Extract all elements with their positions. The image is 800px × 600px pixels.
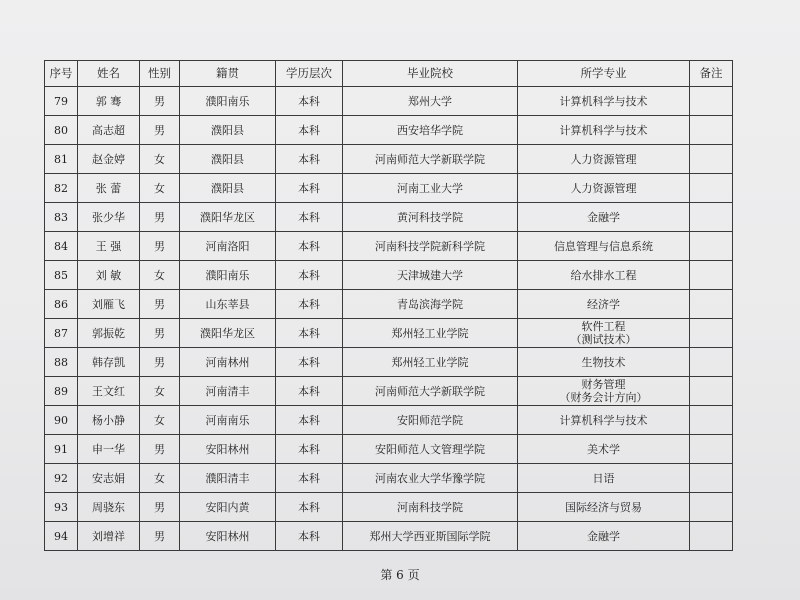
cell-native-place: 濮阳县 (180, 116, 276, 145)
cell-gender: 男 (140, 435, 180, 464)
cell-remark (690, 435, 733, 464)
cell-remark (690, 174, 733, 203)
cell-education-level: 本科 (276, 116, 343, 145)
cell-name: 王文红 (78, 377, 140, 406)
cell-name: 韩存凯 (78, 348, 140, 377)
major-line: 生物技术 (581, 355, 626, 369)
major-line: 金融学 (587, 210, 620, 224)
cell-name: 张少华 (78, 203, 140, 232)
header-cell: 毕业院校 (343, 61, 518, 87)
cell-gender: 女 (140, 261, 180, 290)
cell-serial-number: 93 (45, 493, 78, 522)
major-line: 软件工程 (581, 320, 626, 333)
cell-native-place: 河南林州 (180, 348, 276, 377)
table-row (45, 116, 733, 145)
cell-major (518, 145, 690, 174)
cell-serial-number: 89 (45, 377, 78, 406)
cell-gender: 女 (140, 377, 180, 406)
major-line: 计算机科学与技术 (559, 413, 648, 427)
table-row (45, 290, 733, 319)
cell-graduate-school: 安阳师范人文管理学院 (343, 435, 518, 464)
cell-major (518, 464, 690, 493)
table-row (45, 174, 733, 203)
cell-education-level: 本科 (276, 261, 343, 290)
table-row (45, 348, 733, 377)
cell-native-place: 濮阳县 (180, 174, 276, 203)
cell-native-place: 濮阳华龙区 (180, 203, 276, 232)
cell-gender: 男 (140, 493, 180, 522)
cell-name: 申一华 (78, 435, 140, 464)
header-cell: 备注 (690, 61, 733, 87)
cell-remark (690, 348, 733, 377)
cell-graduate-school: 安阳师范学院 (343, 406, 518, 435)
major-line: 信息管理与信息系统 (554, 239, 653, 253)
table-row (45, 145, 733, 174)
cell-gender: 男 (140, 290, 180, 319)
cell-name: 郭振乾 (78, 319, 140, 348)
header-cell: 序号 (45, 61, 78, 87)
cell-graduate-school: 黄河科技学院 (343, 203, 518, 232)
cell-major (518, 435, 690, 464)
cell-serial-number: 90 (45, 406, 78, 435)
cell-name: 赵金婷 (78, 145, 140, 174)
header-cell: 学历层次 (276, 61, 343, 87)
cell-education-level: 本科 (276, 174, 343, 203)
cell-native-place: 濮阳清丰 (180, 464, 276, 493)
personnel-table (44, 60, 733, 551)
cell-remark (690, 232, 733, 261)
cell-remark (690, 406, 733, 435)
cell-serial-number: 80 (45, 116, 78, 145)
cell-major (518, 319, 690, 348)
cell-education-level: 本科 (276, 87, 343, 116)
cell-education-level: 本科 (276, 377, 343, 406)
cell-graduate-school: 河南科技学院新科学院 (343, 232, 518, 261)
header-cell: 所学专业 (518, 61, 690, 87)
cell-name: 杨小静 (78, 406, 140, 435)
cell-native-place: 濮阳南乐 (180, 261, 276, 290)
cell-remark (690, 203, 733, 232)
cell-remark (690, 319, 733, 348)
cell-graduate-school: 西安培华学院 (343, 116, 518, 145)
cell-major (518, 522, 690, 551)
cell-gender: 男 (140, 116, 180, 145)
cell-graduate-school: 郑州轻工业学院 (343, 319, 518, 348)
cell-serial-number: 87 (45, 319, 78, 348)
cell-serial-number: 83 (45, 203, 78, 232)
cell-education-level: 本科 (276, 145, 343, 174)
cell-native-place: 安阳林州 (180, 522, 276, 551)
cell-graduate-school: 青岛滨海学院 (343, 290, 518, 319)
cell-native-place: 河南洛阳 (180, 232, 276, 261)
cell-remark (690, 87, 733, 116)
table-row (45, 232, 733, 261)
cell-name: 刘雁飞 (78, 290, 140, 319)
cell-serial-number: 81 (45, 145, 78, 174)
table-row (45, 203, 733, 232)
major-line: （测试技术） (570, 333, 637, 346)
cell-major (518, 406, 690, 435)
page-number: 第 6 页 (380, 568, 420, 582)
cell-major (518, 87, 690, 116)
cell-native-place: 濮阳南乐 (180, 87, 276, 116)
cell-remark (690, 377, 733, 406)
header-cell: 性别 (140, 61, 180, 87)
cell-serial-number: 84 (45, 232, 78, 261)
cell-education-level: 本科 (276, 348, 343, 377)
table-header-row (45, 61, 733, 87)
cell-gender: 男 (140, 203, 180, 232)
cell-remark (690, 145, 733, 174)
header-cell: 姓名 (78, 61, 140, 87)
cell-remark (690, 261, 733, 290)
major-line: 日语 (592, 471, 615, 485)
cell-native-place: 河南清丰 (180, 377, 276, 406)
cell-native-place: 河南南乐 (180, 406, 276, 435)
cell-serial-number: 92 (45, 464, 78, 493)
cell-name: 王 强 (78, 232, 140, 261)
cell-graduate-school: 河南农业大学华豫学院 (343, 464, 518, 493)
cell-education-level: 本科 (276, 406, 343, 435)
cell-gender: 女 (140, 406, 180, 435)
cell-name: 周骁东 (78, 493, 140, 522)
table-body (45, 87, 733, 551)
cell-native-place: 安阳内黄 (180, 493, 276, 522)
cell-education-level: 本科 (276, 232, 343, 261)
cell-name: 刘增祥 (78, 522, 140, 551)
cell-education-level: 本科 (276, 290, 343, 319)
cell-graduate-school: 河南师范大学新联学院 (343, 377, 518, 406)
cell-remark (690, 290, 733, 319)
cell-remark (690, 522, 733, 551)
major-line: 财务管理 (581, 378, 626, 391)
cell-serial-number: 82 (45, 174, 78, 203)
table-row (45, 464, 733, 493)
major-line: 计算机科学与技术 (559, 94, 648, 108)
cell-education-level: 本科 (276, 203, 343, 232)
header-cell: 籍贯 (180, 61, 276, 87)
cell-native-place: 濮阳华龙区 (180, 319, 276, 348)
major-line: 计算机科学与技术 (559, 123, 648, 137)
major-line: 经济学 (587, 297, 620, 311)
cell-name: 高志超 (78, 116, 140, 145)
cell-serial-number: 85 (45, 261, 78, 290)
cell-major (518, 174, 690, 203)
cell-major (518, 203, 690, 232)
cell-serial-number: 79 (45, 87, 78, 116)
cell-gender: 男 (140, 348, 180, 377)
cell-gender: 男 (140, 232, 180, 261)
cell-gender: 女 (140, 145, 180, 174)
cell-gender: 女 (140, 464, 180, 493)
table-row (45, 377, 733, 406)
cell-graduate-school: 郑州轻工业学院 (343, 348, 518, 377)
table-row (45, 522, 733, 551)
major-line: 人力资源管理 (570, 152, 637, 166)
cell-gender: 男 (140, 87, 180, 116)
cell-native-place: 山东莘县 (180, 290, 276, 319)
cell-native-place: 安阳林州 (180, 435, 276, 464)
cell-gender: 男 (140, 522, 180, 551)
cell-graduate-school: 河南师范大学新联学院 (343, 145, 518, 174)
cell-serial-number: 94 (45, 522, 78, 551)
cell-name: 郭 骞 (78, 87, 140, 116)
table-row (45, 493, 733, 522)
table-row (45, 261, 733, 290)
cell-major (518, 116, 690, 145)
cell-name: 张 蕾 (78, 174, 140, 203)
cell-education-level: 本科 (276, 522, 343, 551)
major-line: 国际经济与贸易 (565, 500, 642, 514)
cell-remark (690, 464, 733, 493)
cell-name: 安志娟 (78, 464, 140, 493)
cell-graduate-school: 河南科技学院 (343, 493, 518, 522)
cell-graduate-school: 郑州大学 (343, 87, 518, 116)
table-row (45, 435, 733, 464)
cell-major (518, 232, 690, 261)
cell-major (518, 377, 690, 406)
cell-education-level: 本科 (276, 435, 343, 464)
major-line: 给水排水工程 (570, 268, 637, 282)
cell-serial-number: 86 (45, 290, 78, 319)
cell-remark (690, 116, 733, 145)
major-line: （财务会计方向） (559, 391, 648, 404)
cell-gender: 女 (140, 174, 180, 203)
cell-serial-number: 91 (45, 435, 78, 464)
major-line: 金融学 (587, 529, 620, 543)
major-line: 美术学 (587, 442, 620, 456)
cell-native-place: 濮阳县 (180, 145, 276, 174)
cell-serial-number: 88 (45, 348, 78, 377)
cell-education-level: 本科 (276, 464, 343, 493)
table-row (45, 87, 733, 116)
cell-major (518, 348, 690, 377)
cell-graduate-school: 天津城建大学 (343, 261, 518, 290)
cell-education-level: 本科 (276, 319, 343, 348)
cell-major (518, 290, 690, 319)
cell-name: 刘 敏 (78, 261, 140, 290)
cell-education-level: 本科 (276, 493, 343, 522)
cell-graduate-school: 郑州大学西亚斯国际学院 (343, 522, 518, 551)
cell-graduate-school: 河南工业大学 (343, 174, 518, 203)
cell-major (518, 493, 690, 522)
major-line: 人力资源管理 (570, 181, 637, 195)
cell-gender: 男 (140, 319, 180, 348)
cell-major (518, 261, 690, 290)
cell-remark (690, 493, 733, 522)
table-row (45, 319, 733, 348)
table-row (45, 406, 733, 435)
